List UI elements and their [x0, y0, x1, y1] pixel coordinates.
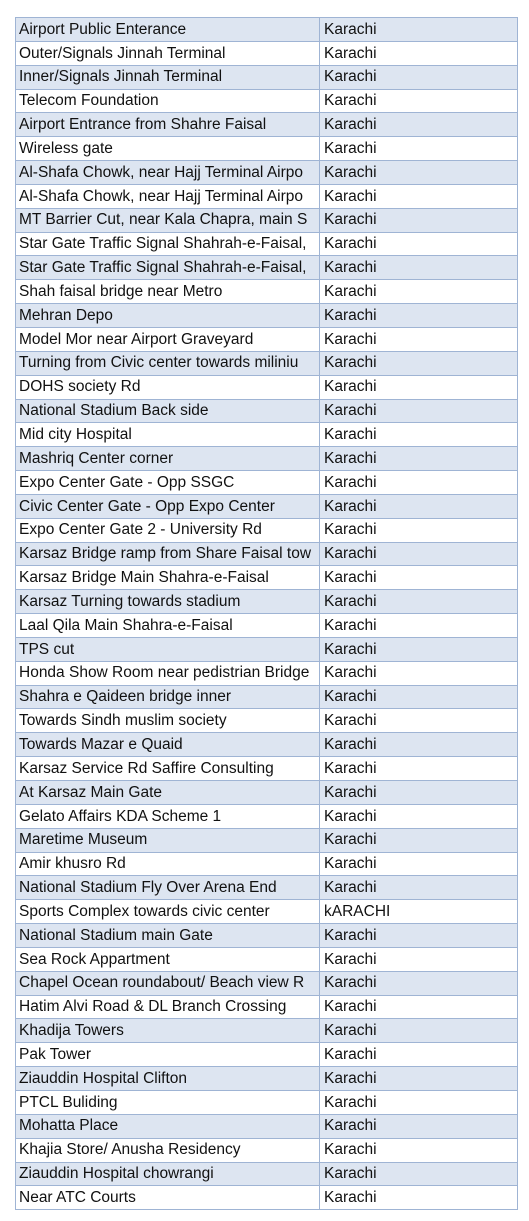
city-cell[interactable]: Karachi — [320, 304, 518, 328]
location-cell[interactable]: TPS cut — [16, 637, 320, 661]
table-row — [16, 757, 518, 781]
table-row — [16, 280, 518, 304]
location-cell[interactable]: At Karsaz Main Gate — [16, 781, 320, 805]
location-cell[interactable]: Turning from Civic center towards miliniu — [16, 351, 320, 375]
city-cell[interactable]: Karachi — [320, 590, 518, 614]
table-row — [16, 661, 518, 685]
table-row — [16, 256, 518, 280]
city-cell[interactable]: Karachi — [320, 494, 518, 518]
location-cell[interactable]: Shah faisal bridge near Metro — [16, 280, 320, 304]
location-cell[interactable]: Karsaz Service Rd Saffire Consulting — [16, 757, 320, 781]
location-table — [15, 17, 518, 1210]
city-cell[interactable]: Karachi — [320, 733, 518, 757]
table-row — [16, 399, 518, 423]
table-row — [16, 113, 518, 137]
table-row — [16, 65, 518, 89]
city-cell[interactable]: Karachi — [320, 685, 518, 709]
location-cell[interactable]: Airport Entrance from Shahre Faisal — [16, 113, 320, 137]
location-cell[interactable]: Karsaz Turning towards stadium — [16, 590, 320, 614]
table-row — [16, 804, 518, 828]
city-cell[interactable]: Karachi — [320, 781, 518, 805]
city-cell[interactable]: Karachi — [320, 161, 518, 185]
table-row — [16, 566, 518, 590]
city-cell[interactable]: Karachi — [320, 423, 518, 447]
city-cell[interactable]: Karachi — [320, 1043, 518, 1067]
location-cell[interactable]: Ziauddin Hospital chowrangi — [16, 1162, 320, 1186]
table-row — [16, 1019, 518, 1043]
city-cell[interactable]: Karachi — [320, 947, 518, 971]
city-cell[interactable]: Karachi — [320, 184, 518, 208]
location-cell[interactable]: Telecom Foundation — [16, 89, 320, 113]
table-row — [16, 518, 518, 542]
city-cell[interactable]: Karachi — [320, 1114, 518, 1138]
city-cell[interactable]: Karachi — [320, 89, 518, 113]
table-row — [16, 1090, 518, 1114]
location-cell[interactable]: Towards Mazar e Quaid — [16, 733, 320, 757]
location-cell[interactable]: Mashriq Center corner — [16, 447, 320, 471]
table-row — [16, 637, 518, 661]
city-cell[interactable]: Karachi — [320, 41, 518, 65]
table-row — [16, 900, 518, 924]
table-body — [16, 18, 518, 1210]
table-row — [16, 1162, 518, 1186]
city-cell[interactable]: Karachi — [320, 1019, 518, 1043]
city-cell[interactable]: Karachi — [320, 471, 518, 495]
city-cell[interactable]: Karachi — [320, 924, 518, 948]
location-cell[interactable]: Sports Complex towards civic center — [16, 900, 320, 924]
city-cell[interactable]: Karachi — [320, 256, 518, 280]
city-cell[interactable]: Karachi — [320, 447, 518, 471]
table-row — [16, 781, 518, 805]
location-cell[interactable]: Khadija Towers — [16, 1019, 320, 1043]
table-row — [16, 471, 518, 495]
location-cell[interactable]: Expo Center Gate - Opp SSGC — [16, 471, 320, 495]
city-cell[interactable]: Karachi — [320, 637, 518, 661]
city-cell[interactable]: kARACHI — [320, 900, 518, 924]
location-cell[interactable]: Star Gate Traffic Signal Shahrah-e-Faisal, — [16, 256, 320, 280]
table-row — [16, 733, 518, 757]
city-cell[interactable]: Karachi — [320, 542, 518, 566]
city-cell[interactable]: Karachi — [320, 1138, 518, 1162]
table-row — [16, 304, 518, 328]
table-row — [16, 89, 518, 113]
city-cell[interactable]: Karachi — [320, 709, 518, 733]
location-cell[interactable]: National Stadium Back side — [16, 399, 320, 423]
location-cell[interactable]: Civic Center Gate - Opp Expo Center — [16, 494, 320, 518]
table-row — [16, 924, 518, 948]
location-cell[interactable]: Mid city Hospital — [16, 423, 320, 447]
table-row — [16, 1067, 518, 1091]
location-cell[interactable]: Towards Sindh muslim society — [16, 709, 320, 733]
table-row — [16, 1186, 518, 1210]
table-row — [16, 232, 518, 256]
table-row — [16, 375, 518, 399]
table-row — [16, 1043, 518, 1067]
city-cell[interactable]: Karachi — [320, 1186, 518, 1210]
location-cell[interactable]: Ziauddin Hospital Clifton — [16, 1067, 320, 1091]
location-cell[interactable]: Karsaz Bridge Main Shahra-e-Faisal — [16, 566, 320, 590]
table-row — [16, 184, 518, 208]
table-row — [16, 876, 518, 900]
location-cell[interactable]: Pak Tower — [16, 1043, 320, 1067]
location-cell[interactable]: Al-Shafa Chowk, near Hajj Terminal Airpo — [16, 161, 320, 185]
city-cell[interactable]: Karachi — [320, 137, 518, 161]
table-row — [16, 447, 518, 471]
location-cell[interactable]: Al-Shafa Chowk, near Hajj Terminal Airpo — [16, 184, 320, 208]
city-cell[interactable]: Karachi — [320, 518, 518, 542]
city-cell[interactable]: Karachi — [320, 661, 518, 685]
location-cell[interactable]: Near ATC Courts — [16, 1186, 320, 1210]
city-cell[interactable]: Karachi — [320, 876, 518, 900]
table-row — [16, 41, 518, 65]
table-row — [16, 828, 518, 852]
location-cell[interactable]: Hatim Alvi Road & DL Branch Crossing — [16, 995, 320, 1019]
city-cell[interactable]: Karachi — [320, 375, 518, 399]
location-cell[interactable]: Shahra e Qaideen bridge inner — [16, 685, 320, 709]
location-cell[interactable]: National Stadium Fly Over Arena End — [16, 876, 320, 900]
location-cell[interactable]: PTCL Buliding — [16, 1090, 320, 1114]
location-cell[interactable]: Inner/Signals Jinnah Terminal — [16, 65, 320, 89]
table-row — [16, 995, 518, 1019]
table-row — [16, 494, 518, 518]
city-cell[interactable]: Karachi — [320, 852, 518, 876]
table-row — [16, 542, 518, 566]
table-row — [16, 18, 518, 42]
location-cell[interactable]: Star Gate Traffic Signal Shahrah-e-Faisal, — [16, 232, 320, 256]
city-cell[interactable]: Karachi — [320, 208, 518, 232]
city-cell[interactable]: Karachi — [320, 399, 518, 423]
location-cell[interactable]: Maretime Museum — [16, 828, 320, 852]
city-cell[interactable]: Karachi — [320, 280, 518, 304]
location-cell[interactable]: Karsaz Bridge ramp from Share Faisal tow — [16, 542, 320, 566]
table-row — [16, 709, 518, 733]
table-row — [16, 1138, 518, 1162]
table-row — [16, 947, 518, 971]
table-row — [16, 208, 518, 232]
city-cell[interactable]: Karachi — [320, 232, 518, 256]
table-row — [16, 590, 518, 614]
city-cell[interactable]: Karachi — [320, 1090, 518, 1114]
table-row — [16, 685, 518, 709]
location-cell[interactable]: Wireless gate — [16, 137, 320, 161]
location-cell[interactable]: Gelato Affairs KDA Scheme 1 — [16, 804, 320, 828]
city-cell[interactable]: Karachi — [320, 971, 518, 995]
location-cell[interactable]: Khajia Store/ Anusha Residency — [16, 1138, 320, 1162]
table-row — [16, 423, 518, 447]
location-cell[interactable]: Laal Qila Main Shahra-e-Faisal — [16, 614, 320, 638]
city-cell[interactable]: Karachi — [320, 18, 518, 42]
table-row — [16, 614, 518, 638]
city-cell[interactable]: Karachi — [320, 327, 518, 351]
location-cell[interactable]: Mehran Depo — [16, 304, 320, 328]
city-cell[interactable]: Karachi — [320, 614, 518, 638]
city-cell[interactable]: Karachi — [320, 113, 518, 137]
table-row — [16, 1114, 518, 1138]
table-row — [16, 327, 518, 351]
table-row — [16, 852, 518, 876]
location-cell[interactable]: Model Mor near Airport Graveyard — [16, 327, 320, 351]
location-cell[interactable]: Amir khusro Rd — [16, 852, 320, 876]
location-cell[interactable]: Outer/Signals Jinnah Terminal — [16, 41, 320, 65]
city-cell[interactable]: Karachi — [320, 995, 518, 1019]
city-cell[interactable]: Karachi — [320, 804, 518, 828]
location-cell[interactable]: Sea Rock Appartment — [16, 947, 320, 971]
location-cell[interactable]: DOHS society Rd — [16, 375, 320, 399]
location-cell[interactable]: Mohatta Place — [16, 1114, 320, 1138]
city-cell[interactable]: Karachi — [320, 828, 518, 852]
location-cell[interactable]: Chapel Ocean roundabout/ Beach view R — [16, 971, 320, 995]
location-cell[interactable]: Airport Public Enterance — [16, 18, 320, 42]
location-cell[interactable]: National Stadium main Gate — [16, 924, 320, 948]
table-row — [16, 137, 518, 161]
table-row — [16, 351, 518, 375]
location-cell[interactable]: Honda Show Room near pedistrian Bridge — [16, 661, 320, 685]
table-row — [16, 161, 518, 185]
location-cell[interactable]: MT Barrier Cut, near Kala Chapra, main S — [16, 208, 320, 232]
city-cell[interactable]: Karachi — [320, 351, 518, 375]
city-cell[interactable]: Karachi — [320, 757, 518, 781]
city-cell[interactable]: Karachi — [320, 65, 518, 89]
location-cell[interactable]: Expo Center Gate 2 - University Rd — [16, 518, 320, 542]
city-cell[interactable]: Karachi — [320, 1067, 518, 1091]
city-cell[interactable]: Karachi — [320, 1162, 518, 1186]
city-cell[interactable]: Karachi — [320, 566, 518, 590]
table-row — [16, 971, 518, 995]
